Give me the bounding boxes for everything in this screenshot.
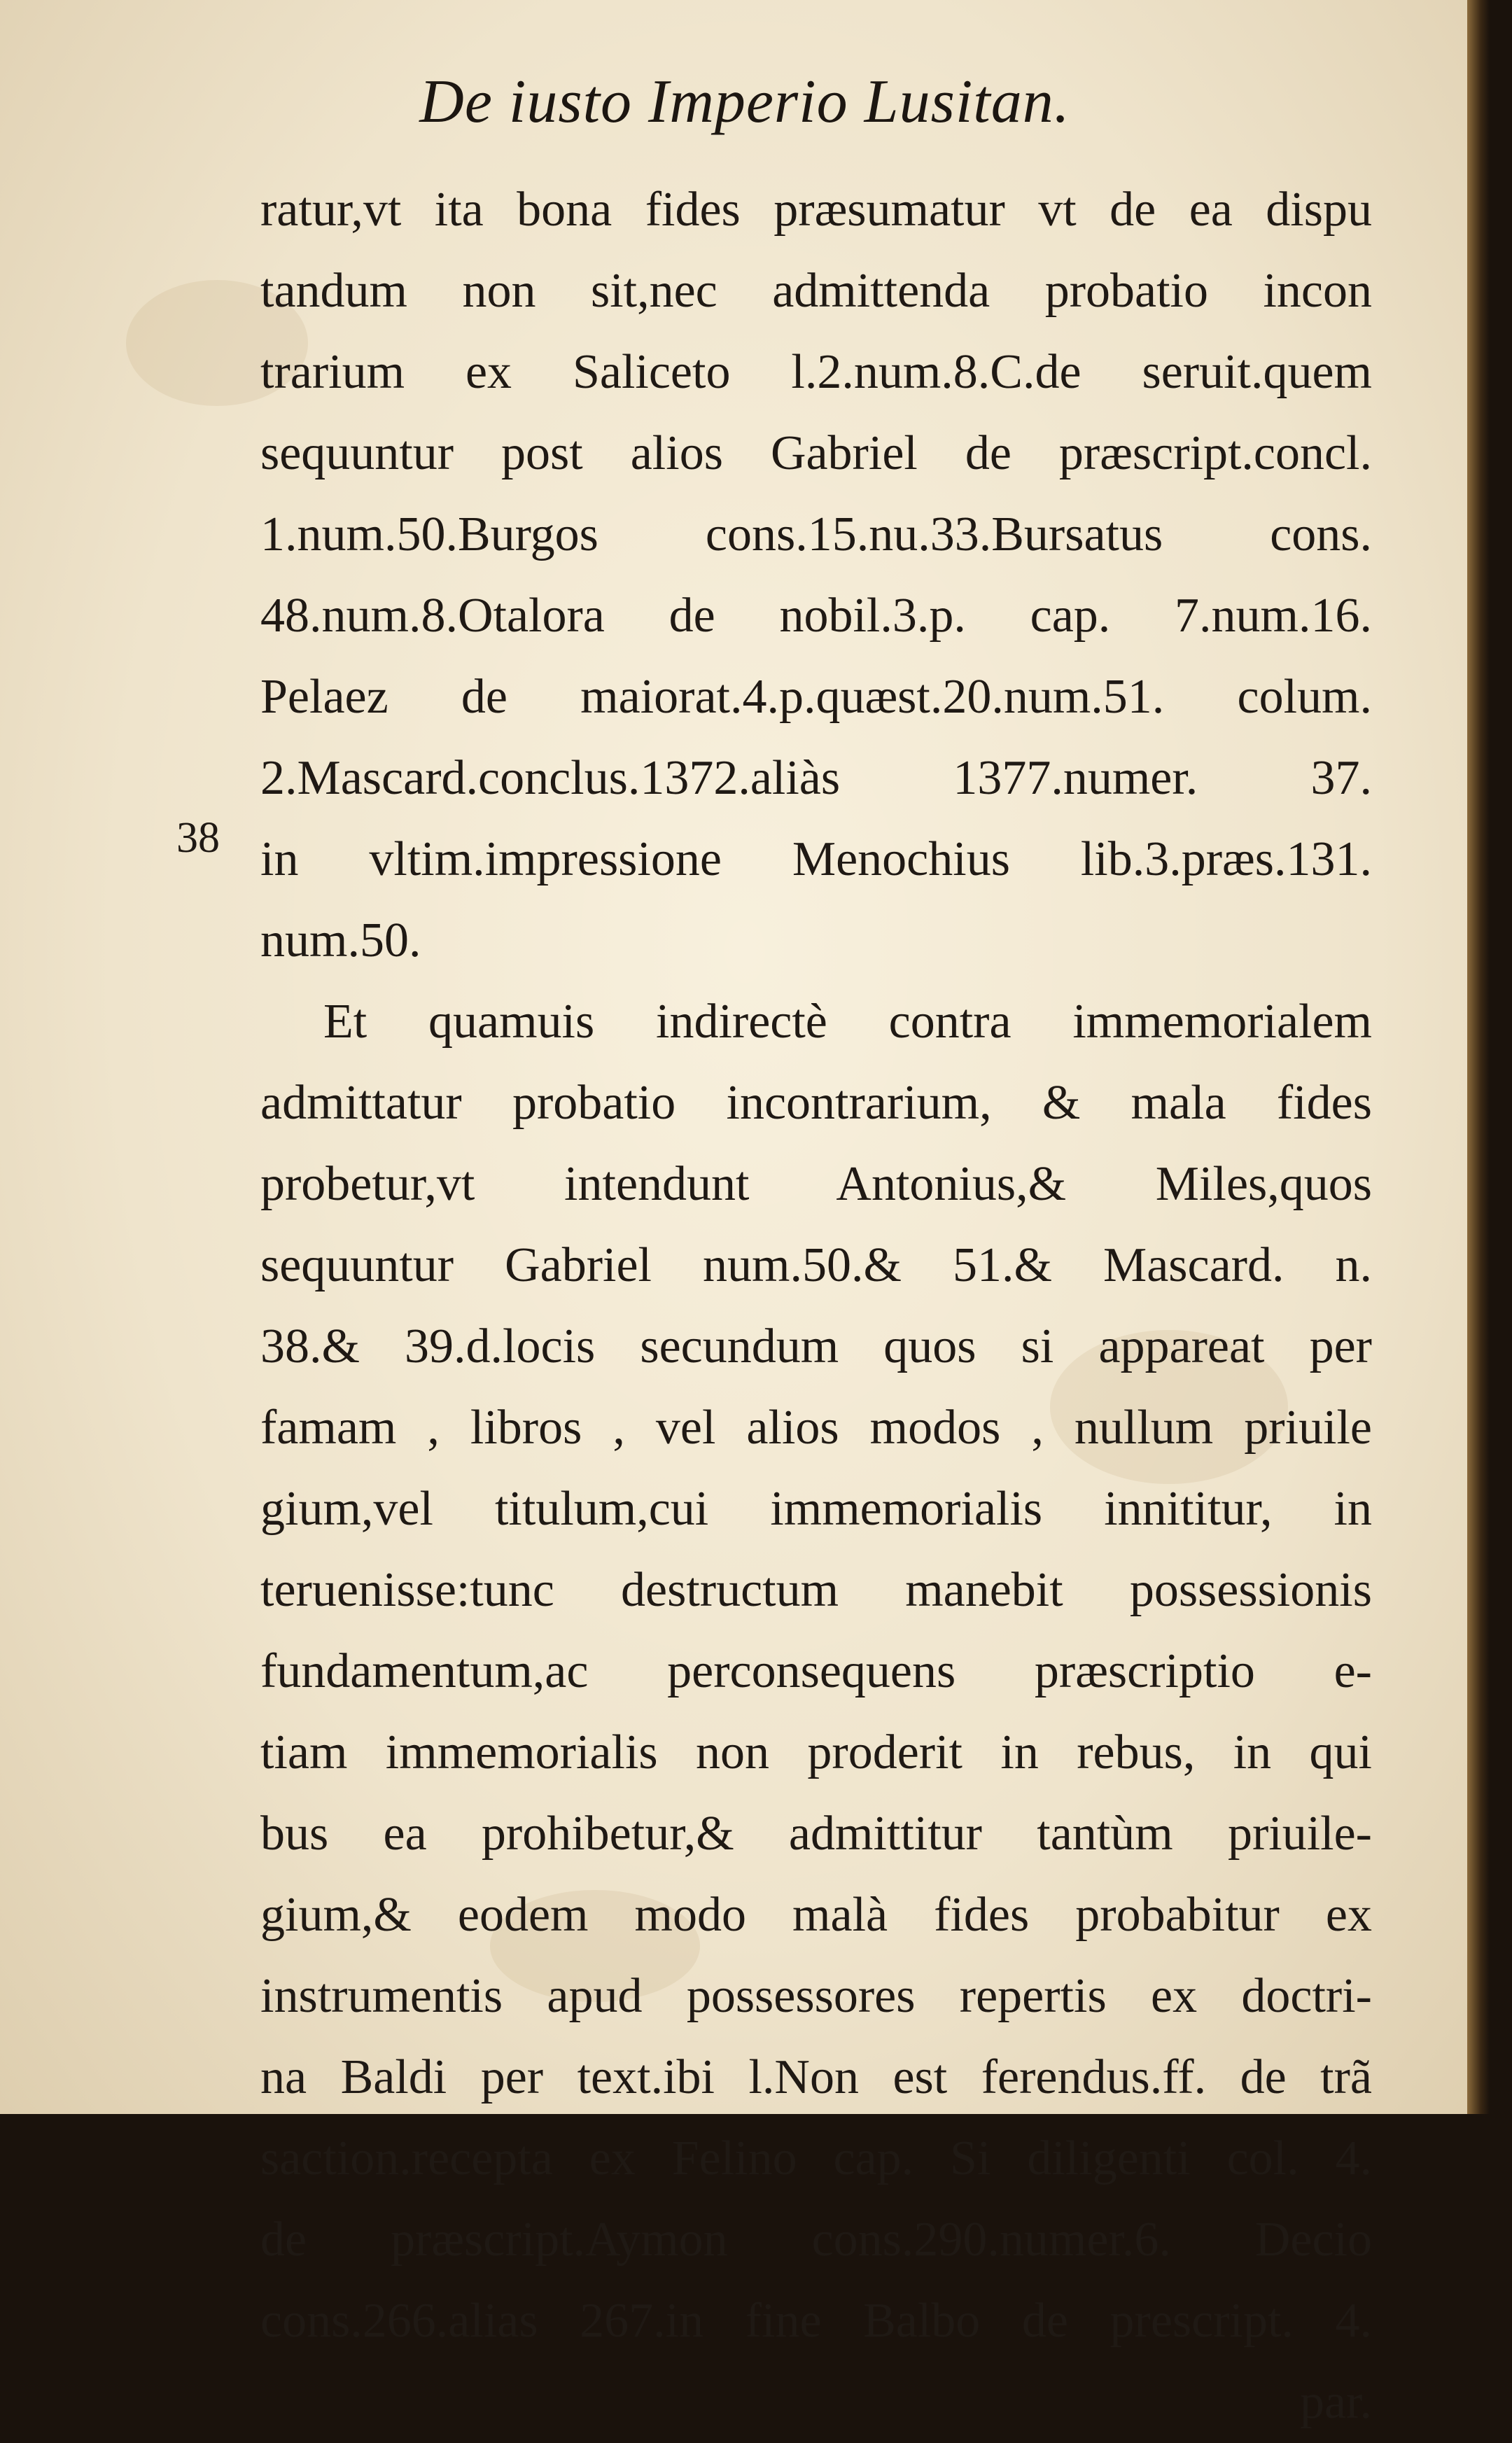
text-line: Et quamuis indirectè contra immemorialem bbox=[323, 995, 1372, 1049]
text-line: 2.Mascard.conclus.1372.aliàs 1377.numer. 37. bbox=[260, 751, 1372, 805]
text-line: admittatur probatio incontrarium, & mala fides bbox=[260, 1076, 1372, 1130]
body-text bbox=[260, 169, 1372, 2443]
margin-note-number: 38 bbox=[176, 814, 220, 862]
text-line: saction.recepta ex Felino cap. Si diligenti col. 4. bbox=[260, 2132, 1372, 2185]
text-line: na Baldi per text.ibi l.Non est ferendus.ff. de trã bbox=[260, 2050, 1372, 2104]
text-line: tiam immemorialis non proderit in rebus, in qui bbox=[260, 1726, 1372, 1779]
text-line: famam , libros , vel alios modos , nullum priuile bbox=[260, 1401, 1372, 1455]
text-line: ratur,vt ita bona fides præsumatur vt de ea dispu bbox=[260, 183, 1372, 237]
text-line: instrumentis apud possessores repertis ex doctri- bbox=[260, 1969, 1372, 2023]
text-line: teruenisse:tunc destructum manebit possessionis bbox=[260, 1563, 1372, 1617]
text-line: fundamentum,ac perconsequens præscriptio e- bbox=[260, 1644, 1372, 1698]
text-line: 1.num.50.Burgos cons.15.nu.33.Bursatus cons. bbox=[260, 507, 1372, 561]
text-line: in vltim.impressione Menochius lib.3.præs.131. bbox=[260, 832, 1372, 886]
text-line: de præscript.Aymon cons.290.numer.6. Decio bbox=[260, 2213, 1372, 2267]
text-line: gium,& eodem modo malà fides probabitur ex bbox=[260, 1888, 1372, 1942]
text-line: num.50. bbox=[260, 913, 421, 967]
text-line: 38.& 39.d.locis secundum quos si appareat per bbox=[260, 1320, 1372, 1373]
page-edge-shadow bbox=[1467, 0, 1490, 2114]
text-line: sequuntur post alios Gabriel de præscript.concl. bbox=[260, 426, 1372, 480]
text-line: 48.num.8.Otalora de nobil.3.p. cap. 7.num.16. bbox=[260, 589, 1372, 643]
running-head: De iusto Imperio Lusitan. bbox=[419, 68, 1070, 136]
text-line: trarium ex Saliceto l.2.num.8.C.de seruit.quem bbox=[260, 345, 1372, 399]
text-line: cons.266.alias 267.in fine Balbo de prescript. 4. bbox=[260, 2294, 1372, 2348]
text-line: probetur,vt intendunt Antonius,& Miles,quos bbox=[260, 1157, 1372, 1211]
text-line: sequuntur Gabriel num.50.& 51.& Mascard. n. bbox=[260, 1238, 1372, 1292]
text-line: bus ea prohibetur,& admittitur tantùm priuile- bbox=[260, 1807, 1372, 1861]
text-line: tandum non sit,nec admittenda probatio incon bbox=[260, 264, 1372, 318]
text-line: gium,vel titulum,cui immemorialis innititur, in bbox=[260, 1482, 1372, 1536]
catchword: par. bbox=[1299, 2375, 1372, 2429]
text-line: Pelaez de maiorat.4.p.quæst.20.num.51. colum. bbox=[260, 670, 1372, 724]
